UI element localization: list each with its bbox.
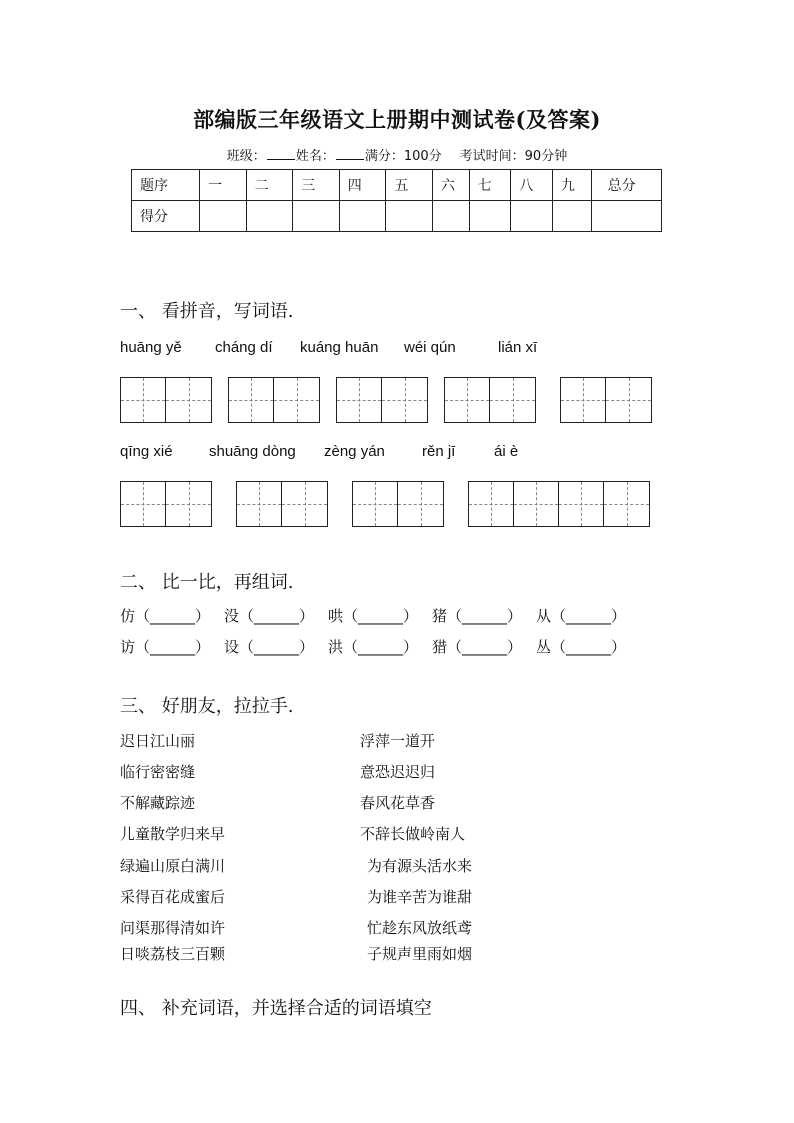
pinyin-label: lián xī	[498, 339, 538, 356]
score-table-score-row	[132, 201, 662, 232]
score-cell[interactable]	[511, 201, 553, 232]
header-cell: 二	[246, 170, 293, 201]
header-cell: 九	[552, 170, 591, 201]
score-cell[interactable]	[469, 201, 511, 232]
compare-item: 仿（______）	[120, 607, 211, 625]
pinyin-label: kuáng huān	[300, 339, 379, 356]
poem-line-left: 临行密密缝	[120, 763, 196, 781]
poem-line-left: 迟日江山丽	[120, 732, 196, 750]
page-title: 部编版三年级语文上册期中测试卷(及答案)	[193, 107, 601, 132]
header-cell: 三	[293, 170, 340, 201]
header-cell: 五	[386, 170, 433, 201]
writing-grid[interactable]	[228, 377, 320, 423]
pinyin-label: rěn jī	[422, 443, 456, 460]
header-cell: 六	[432, 170, 469, 201]
poem-line-left: 绿遍山原白满川	[120, 857, 226, 875]
compare-item: 洪（______）	[328, 638, 419, 656]
section2-heading: 二、 比一比，再组词.	[120, 572, 294, 593]
pinyin-label: ái è	[494, 443, 519, 460]
pinyin-label: wéi qún	[404, 339, 456, 356]
score-cell[interactable]	[386, 201, 433, 232]
writing-grid[interactable]	[336, 377, 428, 423]
name-blank[interactable]	[336, 147, 364, 160]
compare-item: 猎（______）	[432, 638, 523, 656]
compare-item: 从（______）	[536, 607, 627, 625]
pinyin-label: qīng xié	[120, 443, 173, 460]
score-cell[interactable]	[432, 201, 469, 232]
score-cell[interactable]	[293, 201, 340, 232]
compare-item: 猪（______）	[432, 607, 523, 625]
row-label-cell: 得分	[132, 201, 200, 232]
writing-grid[interactable]	[444, 377, 536, 423]
writing-grid[interactable]	[468, 481, 650, 527]
poem-line-left: 日啖荔枝三百颗	[120, 945, 226, 963]
section4-heading: 四、 补充词语，并选择合适的词语填空	[120, 998, 432, 1019]
compare-item: 设（______）	[224, 638, 315, 656]
poem-line-right: 为有源头活水来	[367, 857, 473, 875]
poem-line-right: 子规声里雨如烟	[367, 945, 473, 963]
poem-line-right: 不辞长做岭南人	[360, 825, 466, 843]
full-score-label: 满分：100分	[364, 149, 442, 164]
score-table	[131, 169, 662, 232]
compare-item: 哄（______）	[328, 607, 419, 625]
header-cell: 七	[469, 170, 511, 201]
header-cell: 总分	[591, 170, 661, 201]
writing-grid[interactable]	[352, 481, 444, 527]
pinyin-label: zèng yán	[324, 443, 385, 460]
header-cell: 四	[339, 170, 386, 201]
compare-item: 没（______）	[224, 607, 315, 625]
compare-item: 丛（______）	[536, 638, 627, 656]
writing-grid[interactable]	[236, 481, 328, 527]
header-cell: 一	[200, 170, 247, 201]
poem-line-left: 问渠那得清如许	[120, 919, 226, 937]
exam-info-line	[0, 145, 794, 164]
pinyin-label: huāng yě	[120, 339, 182, 356]
score-table-header-row	[132, 170, 662, 201]
header-cell: 题序	[132, 170, 200, 201]
pinyin-label: shuāng dòng	[209, 443, 296, 460]
poem-line-right: 忙趁东风放纸鸢	[367, 919, 473, 937]
name-label: 姓名：	[295, 149, 335, 164]
score-cell[interactable]	[339, 201, 386, 232]
class-label: 班级：	[226, 149, 266, 164]
score-cell[interactable]	[246, 201, 293, 232]
exam-time-label: 考试时间：90分钟	[459, 149, 568, 164]
poem-line-right: 意恐迟迟归	[360, 763, 436, 781]
score-cell[interactable]	[200, 201, 247, 232]
score-cell[interactable]	[552, 201, 591, 232]
poem-line-left: 儿童散学归来早	[120, 825, 226, 843]
poem-line-right: 浮萍一道开	[360, 732, 436, 750]
writing-grid[interactable]	[120, 377, 212, 423]
section3-heading: 三、 好朋友，拉拉手.	[120, 696, 294, 717]
score-cell[interactable]	[591, 201, 661, 232]
writing-grid[interactable]	[560, 377, 652, 423]
poem-line-right: 为谁辛苦为谁甜	[367, 888, 473, 906]
header-cell: 八	[511, 170, 553, 201]
section1-heading: 一、 看拼音，写词语.	[120, 301, 294, 322]
class-blank[interactable]	[267, 147, 295, 160]
poem-line-right: 春风花草香	[360, 794, 436, 812]
poem-line-left: 采得百花成蜜后	[120, 888, 226, 906]
compare-item: 访（______）	[120, 638, 211, 656]
writing-grid[interactable]	[120, 481, 212, 527]
poem-line-left: 不解藏踪迹	[120, 794, 196, 812]
pinyin-label: cháng dí	[215, 339, 273, 356]
